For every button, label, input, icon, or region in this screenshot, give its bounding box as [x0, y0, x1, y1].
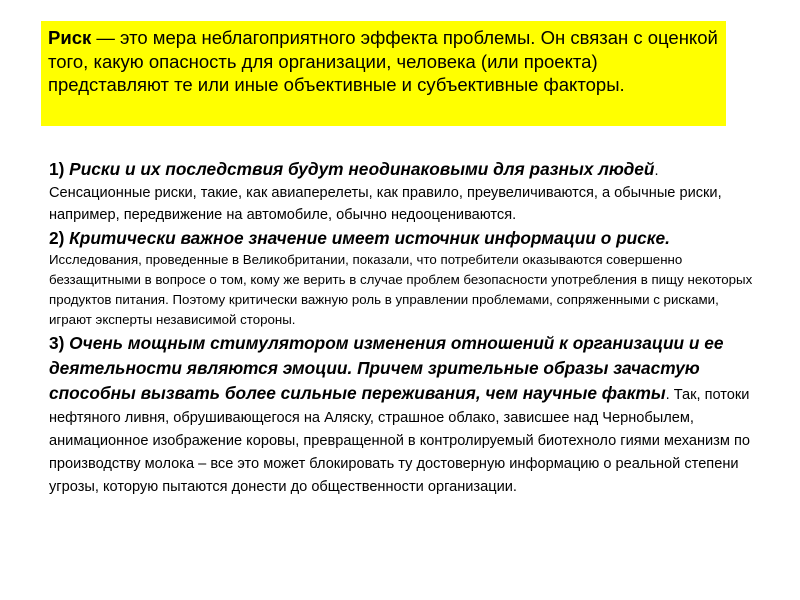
point-1-number: 1)	[49, 159, 65, 179]
point-3-text: . Так, потоки нефтяного ливня, обрушивающегося на Аляску, страшное облако, зависшее над Чернобылем, анимационное изображение коровы, превращенной в контролируемый биотехноло гиями механизм по производству молока – все это может блокировать ту достоверную информацию о реальной степени угрозы, которую пытаются донести до общественности организации.	[49, 387, 750, 495]
point-1-heading-text: Риски и их последствия будут неодинаковыми для разных людей	[64, 159, 655, 179]
risk-definition-box	[41, 21, 726, 126]
point-2-heading	[49, 228, 670, 248]
point-2-heading-text: Критически важное значение имеет источник информации о риске.	[64, 228, 670, 248]
point-1	[49, 158, 764, 226]
point-3	[49, 332, 764, 499]
point-3-heading-text: Очень мощным стимулятором изменения отношений к организации и ее деятельности являются эмоции. Причем зрительные образы зачастую способны вызвать более сильные переживания, чем научные факты	[49, 333, 724, 403]
point-1-heading	[49, 159, 654, 179]
point-3-number: 3)	[49, 333, 65, 353]
definition-text: — это мера неблагоприятного эффекта проблемы. Он связан с оценкой того, какую опасность для организации, человека (или проекта) представляют те или иные объективные и субъективные факторы.	[48, 27, 718, 95]
definition-term: Риск	[48, 27, 92, 48]
point-2	[49, 228, 764, 330]
point-1-text: . Сенсационные риски, такие, как авиаперелеты, как правило, преувеличиваются, а обычные риски, например, передвижение на автомобиле, обычно недооцениваются.	[49, 163, 722, 223]
risk-points	[49, 158, 764, 499]
point-2-text: Исследования, проведенные в Великобритании, показали, что потребители оказываются совершенно беззащитными в вопросе о том, кому же верить в случае проблем безопасности употребления в пищу некоторых продуктов питания. Поэтому критически важную роль в управлении проблемами, сопряженными с рисками, играют эксперты независимой стороны.	[49, 252, 753, 327]
point-2-number: 2)	[49, 228, 65, 248]
point-3-heading	[49, 333, 724, 403]
